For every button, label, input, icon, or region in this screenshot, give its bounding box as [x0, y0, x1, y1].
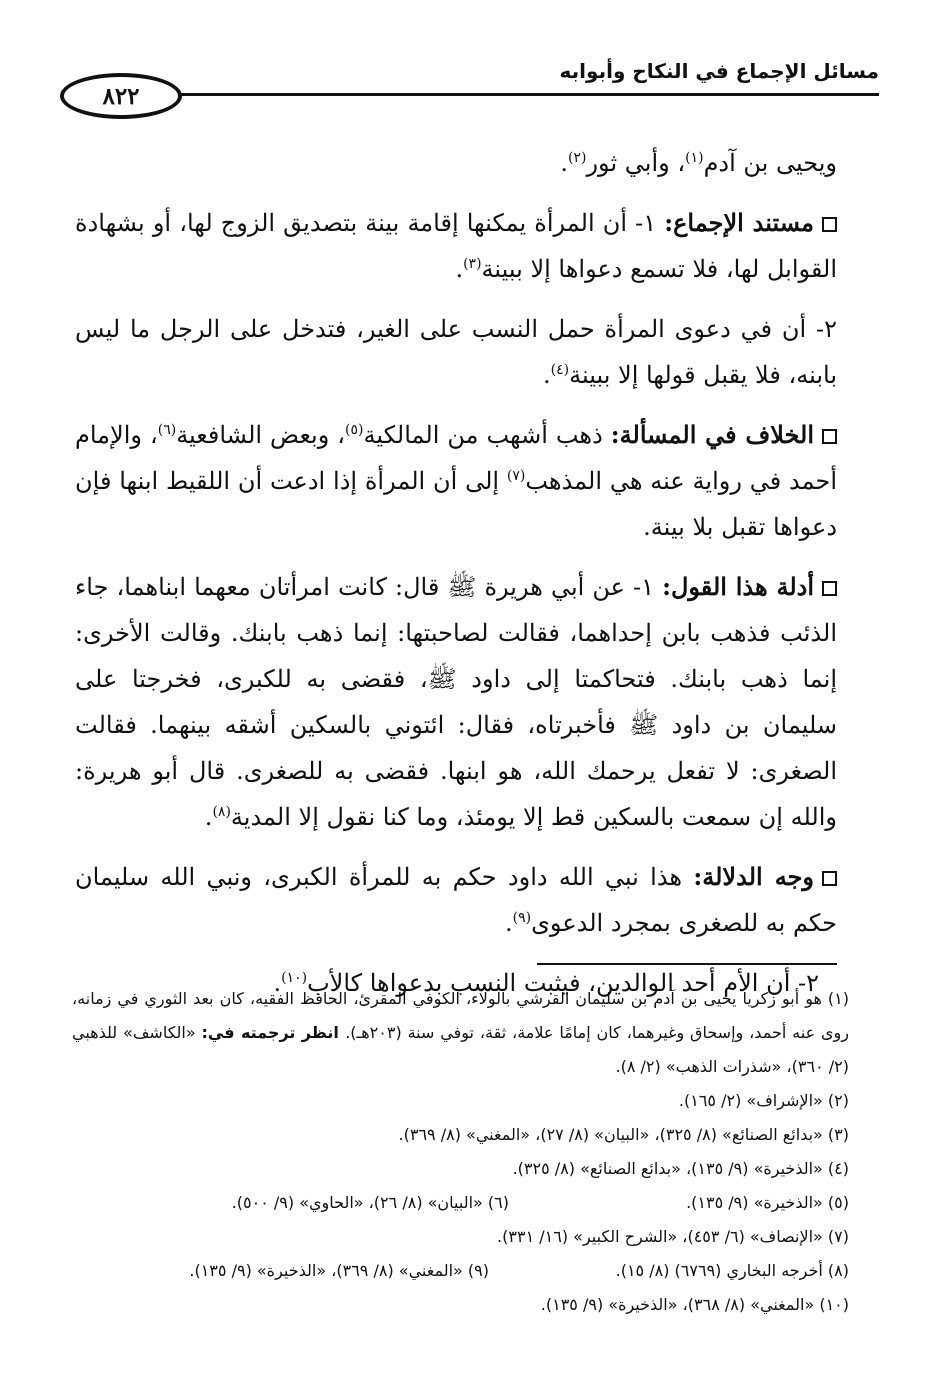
- paragraph-1: [75, 140, 837, 186]
- paragraph-text: ٢- أن في دعوى المرأة حمل النسب على الغير، فتدخل على الرجل ما ليس بابنه، فلا يقبل قولها إلا ببينة: [75, 315, 837, 389]
- footnote-ref: (٩): [512, 910, 532, 926]
- paragraph-text: ١- أن المرأة يمكنها إقامة بينة بتصديق الزوج لها، أو بشهادة القوابل لها، فلا تسمع دعواها إلا ببينة: [75, 209, 837, 283]
- running-title: مسائل الإجماع في النكاح وأبوابه: [559, 59, 879, 83]
- paragraph-text: .: [204, 803, 213, 831]
- paragraph-disagreement: [75, 412, 837, 550]
- paragraph-text: ، وأبي ثور: [586, 149, 686, 177]
- section-heading: مستند الإجماع:: [664, 208, 814, 237]
- page-number: ٨٢٢: [60, 73, 182, 119]
- footnote-2: (٢) «الإشراف» (٢/ ١٦٥).: [678, 1091, 849, 1110]
- footnote-ref: (٣): [463, 256, 482, 272]
- section-heading: أدلة هذا القول:: [662, 572, 814, 601]
- footnote-row-5-6: [72, 1186, 849, 1220]
- footnote-10: (١٠) «المغني» (٨/ ٣٦٨)، «الذخيرة» (٩/ ١٣٥).: [540, 1295, 849, 1314]
- footnotes: [72, 982, 849, 1322]
- paragraph-text: ويحيى بن آدم: [703, 149, 837, 177]
- paragraph-text: ذهب أشهب من المالكية: [363, 421, 603, 449]
- square-bullet-icon: [822, 871, 837, 886]
- footnote-7: (٧) «الإنصاف» (٦/ ٤٥٣)، «الشرح الكبير» (١٦/ ٣٣١).: [497, 1227, 849, 1246]
- footnote-ref: (١٠): [281, 970, 308, 986]
- paragraph-indication: [75, 854, 837, 946]
- square-bullet-icon: [822, 217, 837, 232]
- paragraph-consensus-basis: [75, 200, 837, 292]
- paragraph-text: .: [505, 909, 513, 937]
- page-header: [60, 55, 879, 119]
- footnote-ref: (١): [685, 150, 704, 166]
- section-heading: وجه الدلالة:: [693, 862, 814, 891]
- paragraph-text: .: [455, 255, 464, 283]
- paragraph-text: .: [273, 969, 282, 997]
- paragraph-text: ٢- أن الأم أحد الوالدين، فيثبت النسب بدعواها كالأب: [307, 969, 819, 997]
- paragraph-text: هذا نبي الله داود حكم به للمرأة الكبرى، ونبي الله سليمان حكم به للصغرى بمجرد الدعوى: [75, 863, 837, 937]
- footnote-text: (١) هو أبو زكريا يحيى بن آدم بن سليمان القرشي بالولاء، الكوفي المقرئ، الحافظ الفقيه، كان بعد الثوري في زمانه، روى عنه أحمد، وإسحاق وغيرهما، كان إمامًا علامة، ثقة، توفي سنة (٢٠٣هـ).: [72, 989, 849, 1042]
- paragraph-text: .: [560, 149, 568, 177]
- paragraph-text: ، وبعض الشافعية: [176, 421, 346, 449]
- footnote-9: (٩) «المغني» (٨/ ٣٦٩)، «الذخيرة» (٩/ ١٣٥).: [189, 1261, 489, 1280]
- paragraph-evidence: [75, 564, 837, 840]
- footnote-8: (٨) أخرجه البخاري (٦٧٦٩) (٨/ ١٥).: [615, 1261, 849, 1280]
- footnote-4: (٤) «الذخيرة» (٩/ ١٣٥)، «بدائع الصنائع» (٨/ ٣٢٥).: [512, 1159, 849, 1178]
- main-text: [75, 140, 837, 1020]
- footnote-6: (٦) «البيان» (٨/ ٢٦)، «الحاوي» (٩/ ٥٠٠).: [231, 1193, 509, 1212]
- paragraph-text: .: [543, 361, 551, 389]
- footnote-3: (٣) «بدائع الصنائع» (٨/ ٣٢٥)، «البيان» (٨/ ٢٧)، «المغني» (٨/ ٣٦٩).: [398, 1125, 849, 1144]
- footnote-ref: (٢): [568, 150, 587, 166]
- footnote-1: [72, 982, 849, 1084]
- footnote-ref: (٤): [550, 362, 570, 378]
- footnote-ref: (٦): [157, 422, 177, 438]
- footnote-text-bold: انظر ترجمته في:: [201, 1023, 346, 1042]
- section-heading: الخلاف في المسألة:: [610, 420, 814, 449]
- footnote-separator: [537, 963, 837, 965]
- square-bullet-icon: [822, 581, 837, 596]
- square-bullet-icon: [822, 429, 837, 444]
- footnote-ref: (٨): [212, 804, 231, 820]
- paragraph-text: ، والإمام أحمد في رواية عنه هي المذهب: [75, 421, 837, 495]
- paragraph-second-reason: [75, 306, 837, 398]
- header-rule: [178, 93, 879, 96]
- footnote-ref: (٥): [345, 422, 364, 438]
- footnote-row-8-9: [72, 1254, 849, 1288]
- footnote-text: «الكاشف» للذهبي (٢/ ٣٦٠)، «شذرات الذهب» (٢/ ٨).: [72, 1023, 849, 1076]
- footnote-5: (٥) «الذخيرة» (٩/ ١٣٥).: [686, 1193, 849, 1212]
- paragraph-text: إلى أن المرأة إذا ادعت أن اللقيط ابنها فإن دعواها تقبل بلا بينة.: [75, 467, 837, 541]
- paragraph-text: ١- عن أبي هريرة ﷺ قال: كانت امرأتان معهما ابناهما، جاء الذئب فذهب بابن إحداهما، فقالت لصاحبتها: إنما ذهب بابنك. وقالت الأخرى: إنما ذهب بابنك. فتحاكمتا إلى داود ﷺ، فقضى به للكبرى، فخرجتا على سليمان بن داود ﷺ فأخبرتاه، فقال: ائتوني بالسكين أشقه بينهما. فقالت الصغرى: لا تفعل يرحمك الله، هو ابنها. فقضى به للصغرى. قال أبو هريرة: والله إن سمعت بالسكين قط إلا يومئذ، وما كنا نقول إلا المدية: [75, 573, 837, 831]
- footnote-ref: (٧): [506, 468, 526, 484]
